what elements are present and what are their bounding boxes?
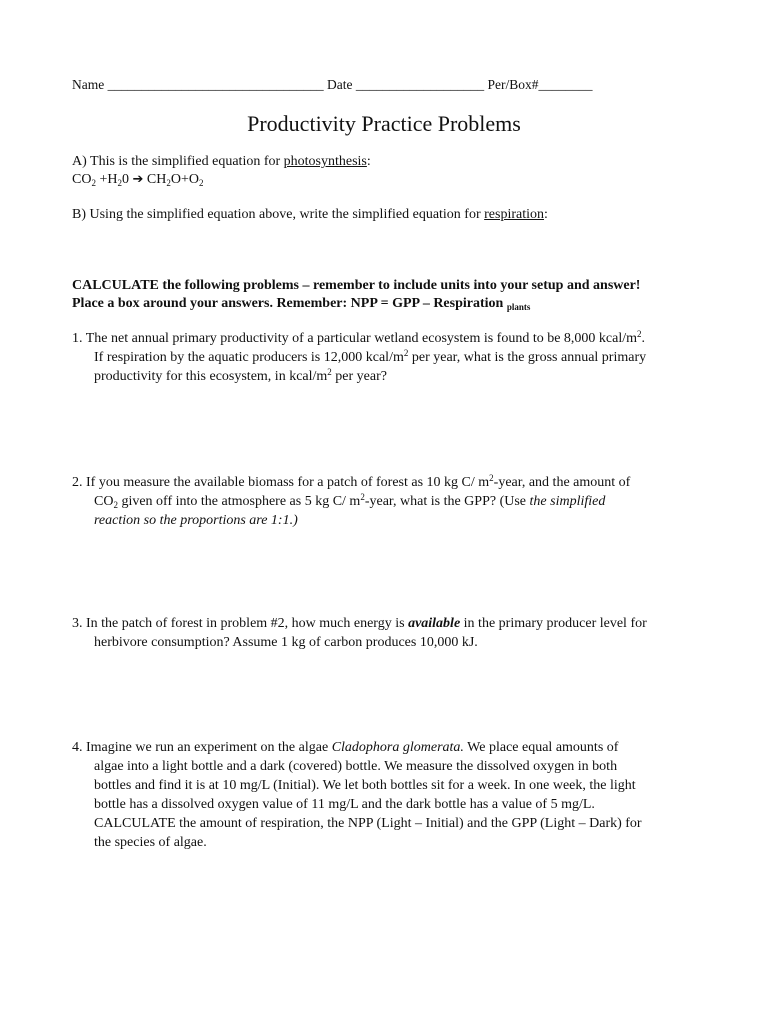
p1-text: 1. The net annual primary productivity of a particular wetland ecosystem is found to be 8,000 kcal/m	[72, 331, 638, 346]
section-a-line	[72, 153, 712, 171]
perbox-field[interactable]: ________	[538, 77, 593, 92]
problem-4-line-1	[72, 738, 698, 757]
section-a	[72, 153, 712, 189]
p3-bold-italic: available	[408, 616, 461, 631]
date-field[interactable]: ___________________	[355, 77, 485, 92]
p2-text: 2. If you measure the available biomass for a patch of forest as 10 kg C/ m	[72, 475, 490, 490]
eq-part: +H	[95, 172, 118, 187]
perbox-label: Per/Box#	[487, 77, 539, 92]
problem-4-line-4: bottle has a dissolved oxygen value of 11 mg/L and the dark bottle has a value of 5 mg/L.	[94, 797, 595, 812]
p4-italic: Cladophora glomerata.	[331, 740, 464, 755]
eq-part: O+O	[170, 172, 199, 187]
p1-text: per year, what is the gross annual primary	[408, 350, 647, 365]
problem-1-line-2	[72, 348, 698, 367]
p1-text: productivity for this ecosystem, in kcal/m	[94, 369, 328, 384]
eq-sub: 2	[91, 178, 96, 188]
p1-sup: 2	[637, 329, 642, 339]
p1-text: per year?	[331, 369, 387, 384]
p2-sub: 2	[113, 500, 118, 510]
p1-text: .	[641, 331, 646, 346]
eq-sub: 2	[117, 178, 122, 188]
eq-sub: 2	[198, 178, 204, 188]
section-b-prefix: B) Using the simplified equation above, write the simplified equation for	[72, 207, 485, 222]
p2-sup: 2	[360, 492, 365, 502]
problem-2-line-3	[72, 511, 698, 530]
problem-4-line-2: algae into a light bottle and a dark (covered) bottle. We measure the dissolved oxygen in both	[94, 759, 618, 774]
p1-text: If respiration by the aquatic producers is 12,000 kcal/m	[94, 350, 404, 365]
problem-4-line-6: the species of algae.	[94, 835, 207, 850]
eq-sub: 2	[166, 178, 171, 188]
problem-3-line-2: herbivore consumption? Assume 1 kg of carbon produces 10,000 kJ.	[94, 635, 478, 650]
p1-sup: 2	[327, 367, 332, 377]
eq-part: CO	[72, 172, 92, 187]
p2-text: -year, what is the GPP? (Use	[364, 494, 530, 509]
name-field[interactable]: ________________________________	[107, 77, 324, 92]
instructions-line-1: CALCULATE the following problems – remember to include units into your setup and answer!	[72, 278, 641, 293]
date-label: Date	[326, 77, 353, 92]
p2-italic: the simplified	[529, 494, 606, 509]
eq-part: 0	[121, 172, 133, 187]
page-title: Productivity Practice Problems	[247, 111, 521, 136]
problem-4	[72, 738, 698, 852]
p2-text: given off into the atmosphere as 5 kg C/ m	[117, 494, 361, 509]
p2-text: CO	[94, 494, 114, 509]
section-b-suffix: :	[544, 207, 548, 222]
instructions-subscript: plants	[506, 302, 531, 312]
problem-3-line-1	[72, 614, 698, 633]
problem-4-line-5: CALCULATE the amount of respiration, the NPP (Light – Initial) and the GPP (Light – Dark) for	[94, 816, 642, 831]
instructions-line-2-text: Place a box around your answers. Remember: NPP = GPP – Respiration	[72, 296, 507, 311]
section-a-term: photosynthesis	[283, 154, 367, 169]
problem-2-line-1	[72, 473, 698, 492]
p2-sup: 2	[489, 473, 494, 483]
section-b	[72, 206, 712, 224]
p1-sup: 2	[403, 348, 409, 358]
problem-4-line-3: bottles and find it is at 10 mg/L (Initial). We let both bottles sit for a week. In one week, the light	[94, 778, 636, 793]
arrow-right-icon: ➔	[132, 172, 144, 187]
instructions	[72, 277, 722, 316]
problem-2-line-2	[72, 492, 698, 511]
eq-part: CH	[143, 172, 167, 187]
problem-2	[72, 473, 698, 530]
problem-1-line-3	[72, 367, 698, 386]
p4-text: We place equal amounts of	[463, 740, 619, 755]
p3-text: in the primary producer level for	[460, 616, 647, 631]
p2-italic: reaction so the proportions are 1:1.)	[94, 513, 298, 528]
p4-text: 4. Imagine we run an experiment on the algae	[72, 740, 332, 755]
p3-text: 3. In the patch of forest in problem #2, how much energy is	[72, 616, 409, 631]
name-label: Name	[72, 77, 105, 92]
problem-3	[72, 614, 698, 652]
section-b-term: respiration	[484, 207, 545, 222]
problem-1-line-1	[72, 329, 698, 348]
section-a-suffix: :	[366, 154, 371, 169]
photosynthesis-equation	[72, 171, 712, 189]
header-line	[72, 76, 592, 94]
problem-1	[72, 329, 698, 386]
instructions-line-2	[72, 295, 722, 316]
section-a-prefix: A) This is the simplified equation for	[72, 154, 284, 169]
p2-text: -year, and the amount of	[493, 475, 631, 490]
